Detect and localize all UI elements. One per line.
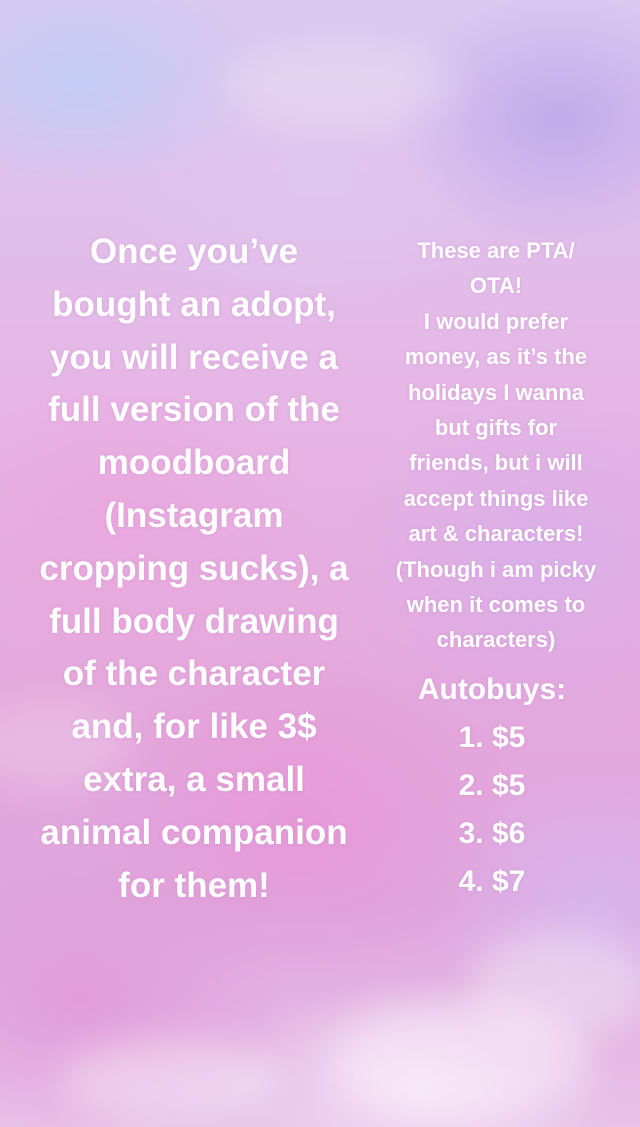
text-line: moodboard xyxy=(97,443,291,483)
text-line: accept things like xyxy=(403,485,589,511)
autobuy-item: 1. $5 xyxy=(458,721,526,754)
text-line: These are PTA/ xyxy=(417,238,575,263)
text-line: bought an adopt, xyxy=(52,284,336,324)
text-line: holidays I wanna xyxy=(407,379,585,405)
text-line: cropping sucks), a xyxy=(39,548,349,588)
text-line: of the character xyxy=(62,654,326,694)
text-line: (Though i am picky xyxy=(395,556,597,582)
autobuy-item: 3. $6 xyxy=(458,817,526,850)
text-line: extra, a small xyxy=(83,759,305,799)
autobuy-item: 4. $7 xyxy=(458,865,526,898)
autobuys-heading: Autobuys: xyxy=(417,673,567,706)
text-line: full body drawing xyxy=(49,601,339,641)
cloud-decoration xyxy=(220,40,460,130)
text-line: and, for like 3$ xyxy=(71,707,317,747)
text-line: for them! xyxy=(118,865,270,905)
text-line: characters) xyxy=(436,627,556,653)
adopt-info-text xyxy=(14,226,374,912)
text-line: Once you’ve xyxy=(89,232,299,271)
text-line: but gifts for xyxy=(434,415,558,441)
autobuys-list xyxy=(392,666,592,906)
text-line: I would prefer xyxy=(423,308,569,334)
text-line: art & characters! xyxy=(408,521,584,547)
text-line: when it comes to xyxy=(406,592,586,618)
text-line: OTA! xyxy=(469,273,523,299)
cloud-decoration xyxy=(470,930,640,1040)
text-line: friends, but i will xyxy=(409,450,583,476)
cloud-decoration xyxy=(60,1040,280,1120)
text-line: (Instagram xyxy=(104,495,284,535)
text-line: animal companion xyxy=(40,812,348,852)
text-line: full version of the xyxy=(48,390,340,430)
text-line: you will receive a xyxy=(50,337,338,377)
payment-info-text xyxy=(372,233,620,658)
autobuy-item: 2. $5 xyxy=(458,769,526,802)
text-line: money, as it’s the xyxy=(404,344,588,370)
